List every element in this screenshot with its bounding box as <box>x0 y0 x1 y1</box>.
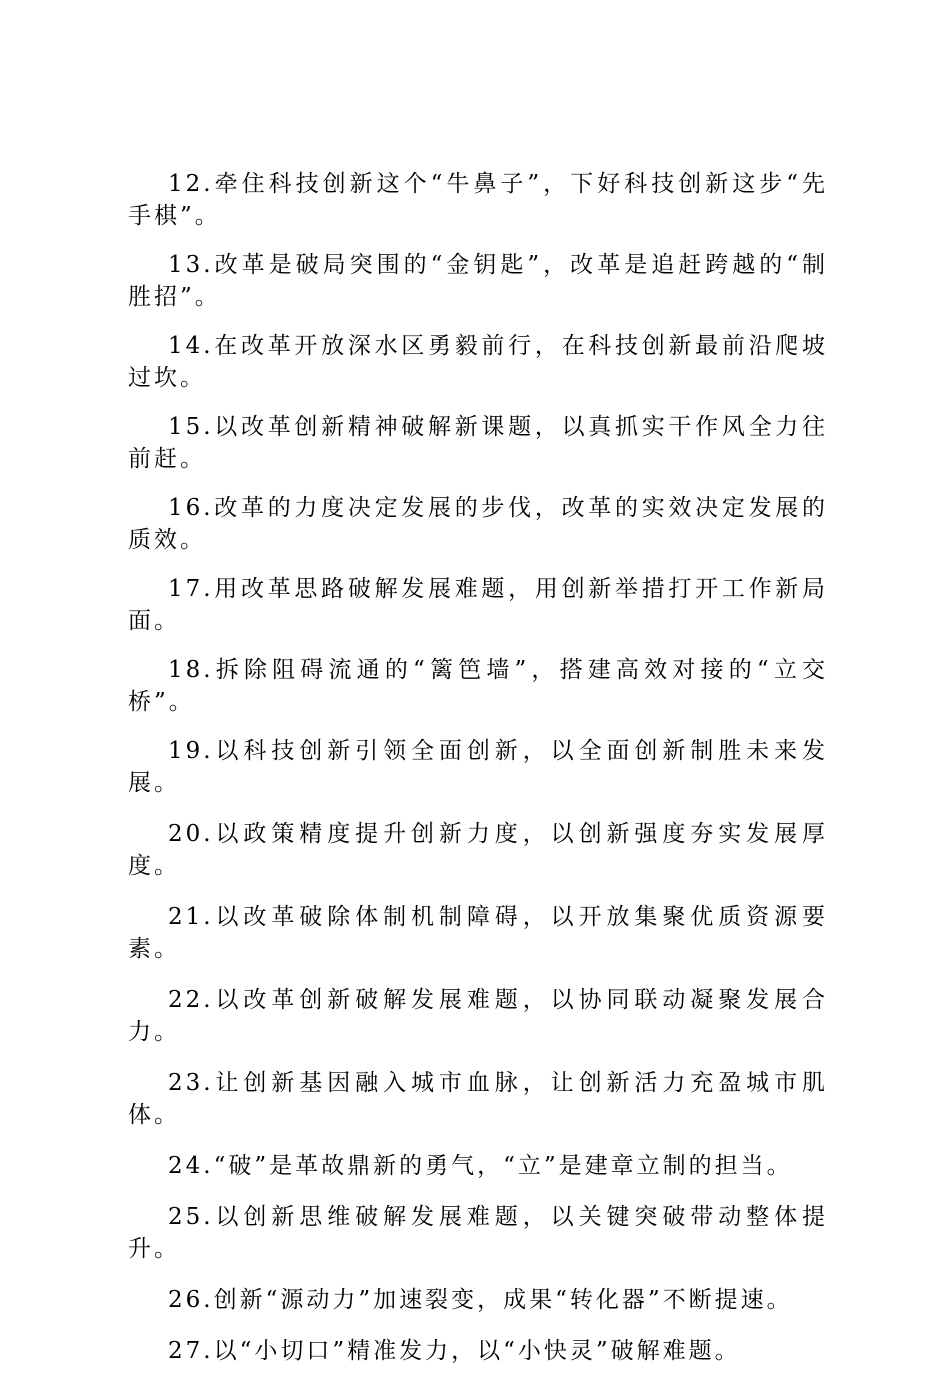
list-item: 21.以改革破除体制机制障碍，以开放集聚优质资源要素。 <box>128 904 828 962</box>
list-item: 15.以改革创新精神破解新课题，以真抓实干作风全力往前赶。 <box>128 414 828 472</box>
list-item: 26.创新“源动力”加速裂变，成果“转化器”不断提速。 <box>168 1287 793 1313</box>
list-item: 16.改革的力度决定发展的步伐，改革的实效决定发展的质效。 <box>128 495 828 553</box>
list-item: 13.改革是破局突围的“金钥匙”，改革是追赶跨越的“制胜招”。 <box>128 252 828 310</box>
list-item: 18.拆除阻碍流通的“篱笆墙”，搭建高效对接的“立交桥”。 <box>128 657 828 715</box>
list-item: 20.以政策精度提升创新力度，以创新强度夯实发展厚度。 <box>128 821 828 879</box>
document-body <box>128 168 828 1386</box>
list-item: 17.用改革思路破解发展难题，用创新举措打开工作新局面。 <box>128 576 828 634</box>
list-item: 12.牵住科技创新这个“牛鼻子”，下好科技创新这步“先手棋”。 <box>128 171 828 229</box>
list-item: 14.在改革开放深水区勇毅前行，在科技创新最前沿爬坡过坎。 <box>128 333 828 391</box>
list-item: 22.以改革创新破解发展难题，以协同联动凝聚发展合力。 <box>128 987 828 1045</box>
list-item: 27.以“小切口”精准发力，以“小快灵”破解难题。 <box>168 1338 741 1364</box>
list-item: 24.“破”是革故鼎新的勇气，“立”是建章立制的担当。 <box>168 1153 793 1179</box>
list-item: 23.让创新基因融入城市血脉，让创新活力充盈城市肌体。 <box>128 1070 828 1128</box>
list-item: 19.以科技创新引领全面创新，以全面创新制胜未来发展。 <box>128 738 828 796</box>
list-item: 25.以创新思维破解发展难题，以关键突破带动整体提升。 <box>128 1204 828 1262</box>
